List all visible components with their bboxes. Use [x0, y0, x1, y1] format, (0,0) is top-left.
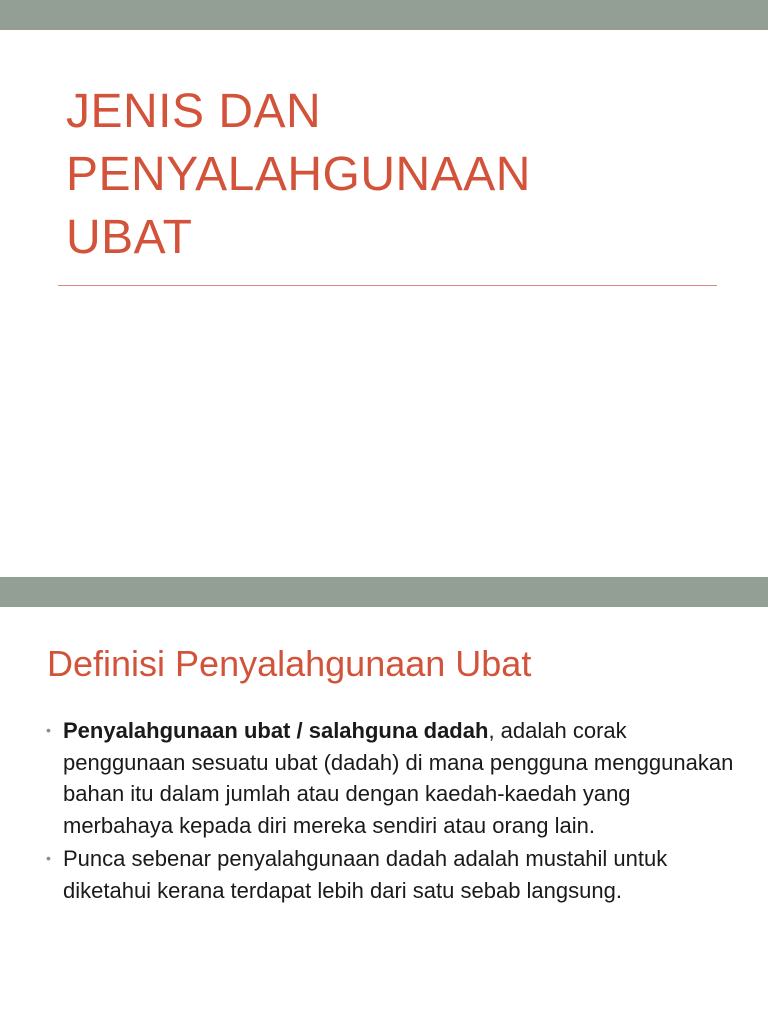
slide-title: [66, 80, 726, 269]
bullet-text: Punca sebenar penyalahgunaan dadah adalah mustahil untuk diketahui kerana terdapat lebih dari satu sebab langsung.: [63, 846, 668, 903]
section-title: Definisi Penyalahgunaan Ubat: [47, 643, 532, 684]
title-line: PENYALAHGUNAAN: [66, 148, 531, 201]
title-line: JENIS DAN: [66, 85, 322, 138]
header-bar: [0, 0, 768, 30]
bullet-bold-term: Penyalahgunaan ubat / salahguna dadah: [63, 718, 489, 743]
title-divider: [58, 285, 717, 286]
bullet-list: [46, 715, 736, 908]
title-line: UBAT: [66, 211, 193, 264]
list-item: [46, 843, 736, 906]
bullet-icon: •: [46, 722, 51, 738]
bullet-icon: •: [46, 850, 51, 866]
list-item: [46, 715, 736, 841]
header-bar: [0, 577, 768, 607]
bullet-text: , adalah corak penggunaan sesuatu ubat (dadah) di mana pengguna menggunakan bahan itu dalam jumlah atau dengan kaedah-kaedah yang merbahaya kepada diri mereka sendiri atau orang lain.: [63, 718, 734, 838]
